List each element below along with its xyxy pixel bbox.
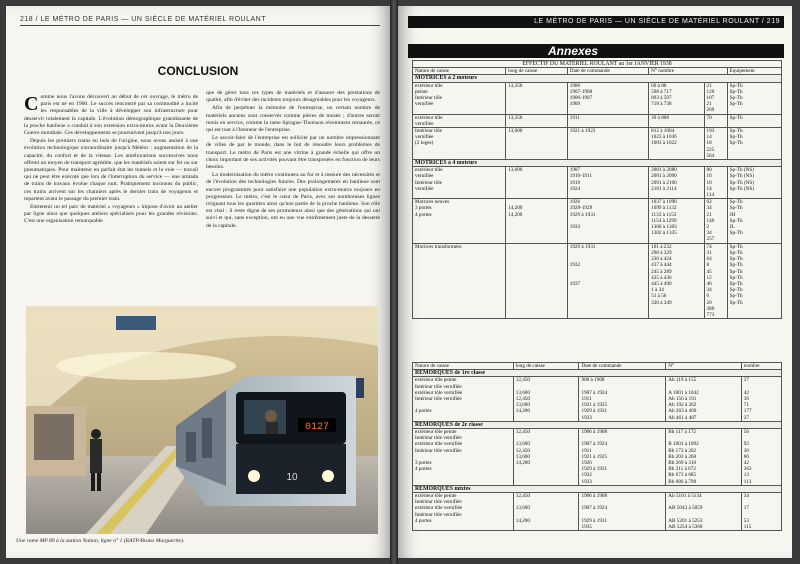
table-row	[413, 429, 782, 486]
rolling-stock-table-remorques	[412, 362, 782, 531]
nature-cell: extérieur tôle peinte Intérieur tôle vernifiée extérieur tôle vernifiée Intérieur tôle vernifiée 4 portes	[413, 493, 514, 531]
column-header: N° nombre	[649, 68, 727, 75]
section-title: MOTRICES à 2 moteurs	[413, 75, 782, 82]
count-cell: 80 10 10 14 114	[704, 167, 727, 199]
paragraph: que de gérer tous ces types de matériels et d'assurer des prestations de qualité, afin d'éviter des incidents toujours désagréables pour les voyageurs.	[206, 90, 380, 104]
date-cell: 1926 1928-1929 1929 à 1931 1933	[567, 199, 648, 243]
photo-caption: Une rame MP 89 à la station Nation, ligne n° 1 (RATP/Bruno Marguerite).	[16, 538, 185, 544]
length-cell: 13,350	[506, 82, 568, 114]
length-cell: 13,600	[506, 167, 568, 199]
paragraph: omme nous l'avons découvert au début de cet ouvrage, le métro de paris est né en 1900. Le succès rencontré par sa commodité a incité les responsables de la ville à développer son infrastructure pour desservir totalement la capitale. L'évolution démographique grandissante de la proche banlieue a conduit à son extension extra-muros avant la Deuxième Guerre mondiale. Ces développements se poursuivent jusqu'à nos jours.	[24, 94, 198, 137]
annexes-title: Annexes	[548, 44, 599, 58]
number-cell: 1037 à 1098 1099 à 1132 1133 à 1153 1154 à 1299 1300 à 1303 1302 à 1335	[649, 199, 704, 243]
table-row	[413, 167, 782, 199]
number-cell: Ab 5101 à 5134 AB 5043 à 5059 AB 5201 à 5253 AB 5254 à 5368	[666, 493, 741, 531]
number-cell: 101 à 232 290 à 329 330 à 424 437 à 444 245 à 289 425 à 436 445 à 490 1 à 34 51 à 56 330 à 349	[649, 243, 704, 318]
text-column-a	[24, 94, 198, 227]
left-page	[6, 6, 390, 558]
section-title: REMORQUES mixtes	[413, 485, 782, 492]
number-cell: 2001 à 2080 2081 à 2090 2091 à 2100 2101 à 2114	[649, 167, 704, 199]
train-display-number: 0127	[304, 422, 330, 433]
count-cell: 74 31 64 8 45 12 46 34 6 20 380 773	[704, 243, 727, 318]
column-header: Date de commande	[579, 363, 666, 370]
number-cell: 39 à 808	[649, 114, 704, 127]
photo-illustration	[26, 306, 378, 534]
count-cell: 34 17 53 115	[741, 493, 781, 531]
date-cell: 1906 à 1908 1907 à 1924 1929 à 1931 1935	[579, 493, 666, 531]
right-page	[398, 6, 792, 558]
date-cell: 1911	[567, 114, 648, 127]
date-cell: 1907 1910-1911 1919 1924	[567, 167, 648, 199]
section-title: MOTRICES à 4 moteurs	[413, 160, 782, 167]
column-header: Date de commande	[567, 68, 648, 75]
nature-cell: Intérieur tôle vernifiée (2 loges)	[413, 128, 506, 160]
date-cell: 1929 à 1931 1932 1937	[567, 243, 648, 318]
column-header: Nature de caisse	[413, 68, 506, 75]
table-row	[413, 114, 782, 127]
nature-cell: Motrices neuves 3 portes 4 portes	[413, 199, 506, 243]
section-title: REMORQUES de 2e classe	[413, 421, 782, 428]
table-row	[413, 243, 782, 318]
nature-cell: extérieur tôle vernifiée Intérieur tôle vernifiée	[413, 167, 506, 199]
count-cell: 62 34 21 146 2 34 257	[704, 199, 727, 243]
date-cell: 1906 à 1908 1907 à 1924 1911 1921 à 1925 1926 1929 à 1931 1932 1933	[579, 429, 666, 486]
number-cell: Ab 119 à 155 A 1001 à 1042 Ab 156 à 191 Ab 192 à 262 Ab 263 à 460 Ab 461 à 487	[666, 377, 741, 421]
nature-cell: Motrices transformées	[413, 243, 506, 318]
length-cell: 13,350	[506, 114, 568, 127]
equipment-cell: Sp-Th Sp-Th JH Sp-Th JL Sp-Th	[727, 199, 781, 243]
metro-station-photo	[26, 306, 378, 534]
paragraph: La modernisation du métro continuera au fur et à mesure des nécessités et de l'évolution des technologies futures. Des prolongements en banlieue sont encore programmés pour satisfaire une population extra-muros toujours en progression. Le métro, c'est le cœur de Paris, avec ses nombreuses lignes irriguant tous les quartiers ainsi qu'une partie de la proche banlieue. Son rôle est vital : il reste digne de ses promoteurs ainsi que des générations qui ont suivi et qui, sans exception, ont eu une vue extrêmement juste de la desserte de la capitale.	[206, 172, 380, 229]
count-cell: 37 42 36 71 177 27	[741, 377, 781, 421]
section-title: REMORQUES de 1re classe	[413, 370, 782, 377]
count-cell: 193 14 18 225 564	[704, 128, 727, 160]
table-row	[413, 377, 782, 421]
nature-cell: extérieur tôle peinte Intérieur tôle vernifiée	[413, 82, 506, 114]
paragraph: Le savoir-faire de l'entreprise est sollicité par un nombre impressionnant de villes de par le monde, dans le but de résoudre leurs problèmes de transport. Le métro de Paris est une vitrine à grande échelle qui offre un choix important de ses activités pouvant être transposées en fonction de leurs besoins.	[206, 135, 380, 171]
paragraph: Entretenir un tel parc de matériel « voyageurs » impose d'avoir un atelier par ligne ainsi que quelques ateliers spécialisés pour les grandes révisions. C'est une organisation remarquable	[24, 204, 198, 225]
length-cell	[506, 243, 568, 318]
column-header: long de caisse	[506, 68, 568, 75]
length-cell: 14,200 14,200	[506, 199, 568, 243]
nature-cell: extérieur tôle peinte Intérieur tôle vernifiée extérieur tôle vernifiée Intérieur tôle vernifiée 3 portes 4 portes	[413, 429, 514, 486]
rolling-stock-table-motrices	[412, 60, 782, 319]
right-running-header: LE MÉTRO DE PARIS — UN SIÈCLE DE MATÉRIEL ROULANT / 219	[408, 16, 784, 28]
conclusion-title: CONCLUSION	[157, 64, 239, 78]
table-row	[413, 82, 782, 114]
equipment-cell: Sp-Th Sp-Th Sp-Th	[727, 128, 781, 160]
text-column-b	[206, 90, 380, 231]
nature-cell: extérieur tôle peinte Intérieur tôle vernifiée extérieur tôle vernifiée Intérieur tôle vernifiée 4 portes	[413, 377, 514, 421]
length-cell: 12,450 13,600 14,200	[513, 493, 579, 531]
book-gutter	[390, 0, 398, 564]
length-cell: 12,450 13,600 12,450 13,600 14,200	[513, 429, 579, 486]
column-header: Équipement	[727, 68, 781, 75]
count-cell: 56 92 30 66 42 362 13 113	[741, 429, 781, 486]
equipment-cell: Sp-Th Sp-Th Sp-Th Sp-Th Sp-Th Sp-Th Sp-Th Sp-Th Sp-Th Sp-Th	[727, 243, 781, 318]
equipment-cell: Sp-Th (NS) Sp-Th (NS) Sp-Th (NS) Sp-Th (NS)	[727, 167, 781, 199]
train-front-number: 10	[286, 472, 298, 483]
paragraph: Afin de perpétuer la mémoire de l'entreprise, un certain nombre de matériels anciens sont conservés comme pièces de musée ; d'autres seront remis en service, comme la rame Sprague-Thomson récemment restaurée, ce qui est tout à l'honneur de l'entreprise.	[206, 105, 380, 134]
date-cell: 900 à 1908 1907 à 1924 1911 1921 à 1925 1929 à 1931 1933	[579, 377, 666, 421]
nature-cell: extérieur tôle vernifiée	[413, 114, 506, 127]
paragraph: Depuis les premiers trains en bois de l'origine, nous avons assisté à une évolution technologique extraordinaire jusqu'à Météor : augmentation de la capacité, du confort et de la vitesse. Les améliorations successives nous offrent un moyen de transport agréable, que les matériels soient sur fer ou sur pneumatiques. Pour maintenir en parfait état les tunnels et la voie — travail qui ne peut être exécuté que lors de l'interruption du service — une armada de trains de travaux évolue chaque nuit. Pratiquement inconnus du public, ces trains arrivent sur les chantiers après le dernier train de voyageurs et repartent avant le passage du premier train.	[24, 138, 198, 202]
column-header: long de caisse	[513, 363, 579, 370]
number-cell: 60 à 80 598 à 717 893 à 597 718 à 738	[649, 82, 704, 114]
count-cell: 21 120 107 21 269	[704, 82, 727, 114]
left-running-header: 218 / LE MÉTRO DE PARIS — UN SIÈCLE DE MATÉRIEL ROULANT	[20, 16, 380, 26]
table-row	[413, 128, 782, 160]
number-cell: Bb 117 à 172 B 1001 à 1092 Bb 173 à 202 Bb 203 à 268 Bb 269 à 310 Bb 311 à 672 Bb 673 à 685 Bb 686 à 798	[666, 429, 741, 486]
number-cell: 812 à 1004 1023 à 1036 1003 à 1022	[649, 128, 704, 160]
column-header: nombre	[741, 363, 781, 370]
table-header-row	[413, 363, 782, 370]
table-row	[413, 493, 782, 531]
table-caption: EFFECTIF DU MATÉRIEL ROULANT au 1er JANVIER 1938	[413, 61, 782, 68]
count-cell: 70	[704, 114, 727, 127]
equipment-cell: Sp-Th Sp-Th Sp-Th Sp-Th	[727, 82, 781, 114]
table-header-row	[413, 68, 782, 75]
date-cell: 1906 1907-1908 1906-1907 1909	[567, 82, 648, 114]
column-header: N°	[666, 363, 741, 370]
drop-cap: C	[24, 93, 39, 115]
length-cell: 13,600	[506, 128, 568, 160]
equipment-cell: Sp-Th	[727, 114, 781, 127]
table-row	[413, 199, 782, 243]
length-cell: 12,450 13,600 12,450 13,600 14,200	[513, 377, 579, 421]
date-cell: 1921 à 1923	[567, 128, 648, 160]
column-header: Nature de caisse	[413, 363, 514, 370]
